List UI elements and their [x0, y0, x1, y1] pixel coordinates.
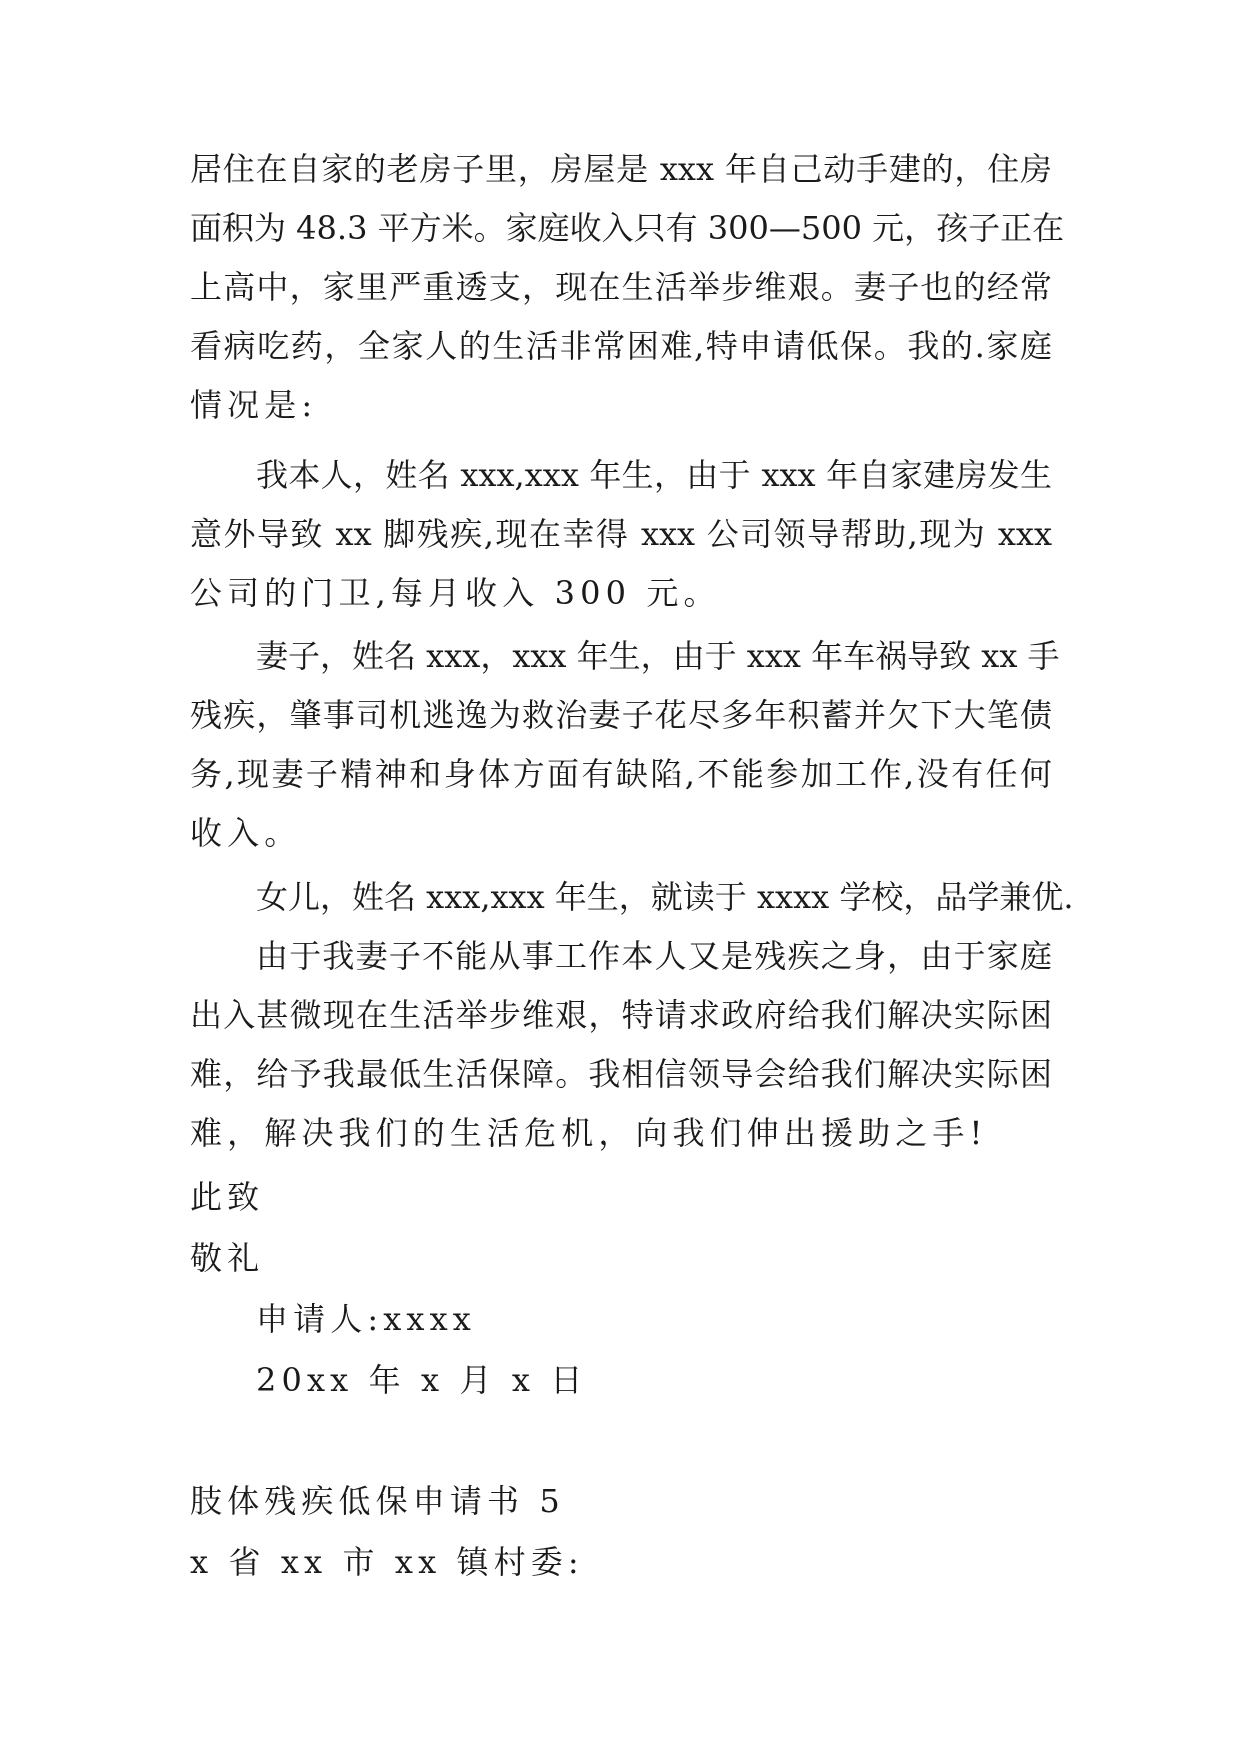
body-line: 上高中，家里严重透支，现在生活举步维艰。妻子也的经常: [190, 268, 1052, 306]
applicant-signature: 申请人:xxxx: [256, 1300, 476, 1338]
body-line: 务,现妻子精神和身体方面有缺陷,不能参加工作,没有任何: [190, 755, 1052, 793]
body-line: 我本人，姓名 xxx,xxx 年生，由于 xxx 年自家建房发生: [256, 456, 1052, 494]
application-date: 20xx 年 x 月 x 日: [256, 1361, 588, 1399]
body-line: 情况是:: [190, 386, 318, 424]
closing-salutation: 敬礼: [190, 1239, 265, 1277]
closing-greeting: 此致: [190, 1178, 265, 1216]
body-line: 收入。: [190, 814, 302, 852]
section-title: 肢体残疾低保申请书 5: [190, 1482, 565, 1520]
body-line: 由于我妻子不能从事工作本人又是残疾之身，由于家庭: [256, 937, 1052, 975]
body-line: 难，给予我最低生活保障。我相信领导会给我们解决实际困: [190, 1055, 1052, 1093]
body-line: 难，解决我们的生活危机，向我们伸出援助之手!: [190, 1114, 988, 1152]
body-line: 残疾，肇事司机逃逸为救治妻子花尽多年积蓄并欠下大笔债: [190, 696, 1052, 734]
body-line: 妻子，姓名 xxx，xxx 年生，由于 xxx 年车祸导致 xx 手: [256, 637, 1060, 675]
body-line: 居住在自家的老房子里，房屋是 xxx 年自己动手建的，住房: [190, 150, 1052, 188]
body-line: 公司的门卫,每月收入 300 元。: [190, 574, 721, 612]
addressee: x 省 xx 市 xx 镇村委:: [190, 1543, 584, 1581]
body-line: 看病吃药，全家人的生活非常困难,特申请低保。我的.家庭: [190, 327, 1052, 365]
body-line: 面积为 48.3 平方米。家庭收入只有 300—500 元，孩子正在: [190, 209, 1065, 247]
body-line: 女儿，姓名 xxx,xxx 年生，就读于 xxxx 学校，品学兼优.: [256, 878, 1074, 916]
body-line: 出入甚微现在生活举步维艰，特请求政府给我们解决实际困: [190, 996, 1052, 1034]
body-line: 意外导致 xx 脚残疾,现在幸得 xxx 公司领导帮助,现为 xxx: [190, 515, 1052, 553]
